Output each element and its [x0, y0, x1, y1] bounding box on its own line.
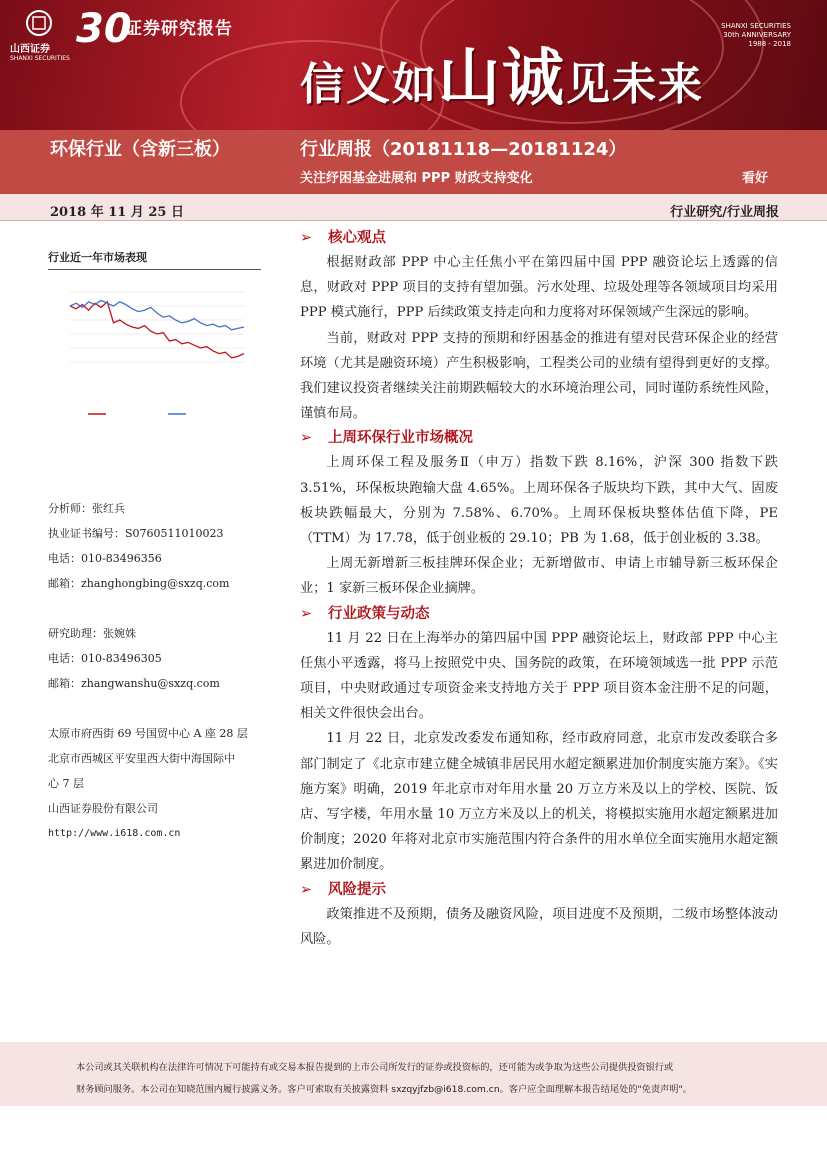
- report-subtitle: 关注纾困基金进展和 PPP 财政支持变化: [300, 171, 533, 186]
- arrow-bullet-icon: ➢: [300, 881, 313, 898]
- assistant-email[interactable]: 邮箱：zhangwanshu@sxzq.com: [48, 677, 220, 690]
- market-performance-chart: [48, 278, 248, 428]
- slogan: 信义如山诚见未来: [300, 41, 705, 114]
- address-beijing-cont: 心 7 层: [48, 777, 84, 790]
- main-content: [300, 226, 778, 952]
- sidebar: [48, 240, 270, 431]
- paragraph: 上周无新增新三板挂牌环保企业；无新增做市、申请上市辅导新三板环保企业；1 家新三板环保企业摘牌。: [300, 556, 778, 597]
- paragraph: 政策推进不及预期，债务及融资风险，项目进度不及预期，二级市场整体波动风险。: [300, 906, 778, 947]
- analyst-email[interactable]: 邮箱：zhanghongbing@sxzq.com: [48, 577, 230, 590]
- chart-series-line: [70, 300, 244, 329]
- disclaimer-text: 本公司或其关联机构在法律许可情况下可能持有或交易本报告提到的上市公司所发行的证券或投资标的，还可能为或争取为这些公司提供投资银行或 财务顾问服务。本公司在知晓范围内履行披露义务。客户可索取有关披露资料 sxzqyjfzb@i618.com.cn。客户应全面理解本报告结尾处的"免责声明"。: [76, 1062, 692, 1095]
- logo-text: 山西证券 SHANXI SECURITIES: [10, 44, 70, 62]
- industry-title: 环保行业（含新三板）: [50, 139, 230, 160]
- section-heading: ➢ 上周环保行业市场概况: [300, 426, 778, 450]
- assistant-info: [48, 621, 220, 696]
- anniversary-brand: SHANXI SECURITIES 30th ANNIVERSARY 1988 - 2018: [721, 22, 791, 48]
- header-banner: [0, 0, 827, 130]
- address-beijing: 北京市西城区平安里西大街中海国际中: [48, 752, 235, 765]
- assistant-name: 研究助理：张婉姝: [48, 627, 136, 640]
- chart-title: 行业近一年市场表现: [48, 249, 261, 270]
- section-core-views: [300, 226, 778, 426]
- paragraph: 上周环保工程及服务Ⅱ（申万）指数下跌 8.16%，沪深 300 指数下跌 3.51%，环保板块跑输大盘 4.65%。上周环保各子版块均下跌，其中大气、固废板块跌幅最大，分别为 7.58%、6.70%。上周环保板块整体估值下降，PE（TTM）为 17.78，低于创业板的 29.10；PB 为 1.68，低于创业板的 3.38。: [300, 455, 778, 547]
- report-type-label: 证券研究报告: [125, 19, 233, 39]
- section-heading: ➢ 风险提示: [300, 878, 778, 902]
- report-title: 行业周报（20181118—20181124）: [300, 139, 627, 160]
- anniversary-mark: 30: [76, 6, 132, 52]
- arrow-bullet-icon: ➢: [300, 430, 313, 447]
- paragraph: 11 月 22 日，北京发改委发布通知称，经市政府同意，北京市发改委联合多部门制定了《北京市建立健全城镇非居民用水超定额累进加价制度实施方案》。《实施方案》明确，2019 年北京市对年用水量 20 万立方米及以上的学校、医院、饭店、写字楼，年用水量 10 万立方米及以上的机关，将模拟实施用水超定额累进加价制度；2020 年将对北京市实施范围内符合条件的用水单位全面实施用水超定额累进加价制度。: [300, 731, 778, 873]
- paragraph: 11 月 22 日在上海举办的第四届中国 PPP 融资论坛上，财政部 PPP 中心主任焦小平透露，将马上按照党中央、国务院的政策，在环境领域选一批 PPP 示范项目，中央财政通过专项资金来支持地方关于 PPP 项目资本金注册不足的问题，相关文件很快会出台。: [300, 630, 778, 722]
- company-website[interactable]: http://www.i618.com.cn: [48, 828, 181, 839]
- analyst-license: 执业证书编号：S0760511010023: [48, 527, 224, 540]
- rating-badge: 看好: [742, 171, 769, 186]
- paragraph: 根据财政部 PPP 中心主任焦小平在第四届中国 PPP 融资论坛上透露的信息，财政对 PPP 项目的支持有望加强。污水处理、垃圾处理等各领域项目均采用 PPP 模式施行，PPP 后续政策支持走向和力度将对环保领域产生深远的影响。: [300, 255, 778, 321]
- analyst-name: 分析师：张红兵: [48, 502, 125, 515]
- section-risk-warning: [300, 878, 778, 952]
- analyst-phone: 电话：010-83496356: [48, 552, 162, 565]
- company-address: [48, 721, 248, 846]
- section-heading: ➢ 行业政策与动态: [300, 602, 778, 626]
- report-category: 行业研究/行业周报: [670, 205, 779, 220]
- report-date: 2018 年 11 月 25 日: [50, 205, 184, 220]
- assistant-phone: 电话：010-83496305: [48, 652, 162, 665]
- arrow-bullet-icon: ➢: [300, 605, 313, 622]
- company-name: 山西证券股份有限公司: [48, 802, 158, 815]
- paragraph: 当前，财政对 PPP 支持的预期和纾困基金的推进有望对民营环保企业的经营环境（尤其是融资环境）产生积极影响，工程类公司的业绩有望得到更好的支撑。我们建议投资者继续关注前期跌幅较大的水环境治理公司，同时谨防系统性风险，谨慎布局。: [300, 330, 778, 422]
- address-taiyuan: 太原市府西街 69 号国贸中心 A 座 28 层: [48, 727, 248, 740]
- chart-series-line: [70, 302, 244, 358]
- section-market-overview: [300, 426, 778, 601]
- section-policy-news: [300, 602, 778, 878]
- section-heading: ➢ 核心观点: [300, 226, 778, 250]
- arrow-bullet-icon: ➢: [300, 230, 313, 246]
- analyst-info: [48, 496, 229, 596]
